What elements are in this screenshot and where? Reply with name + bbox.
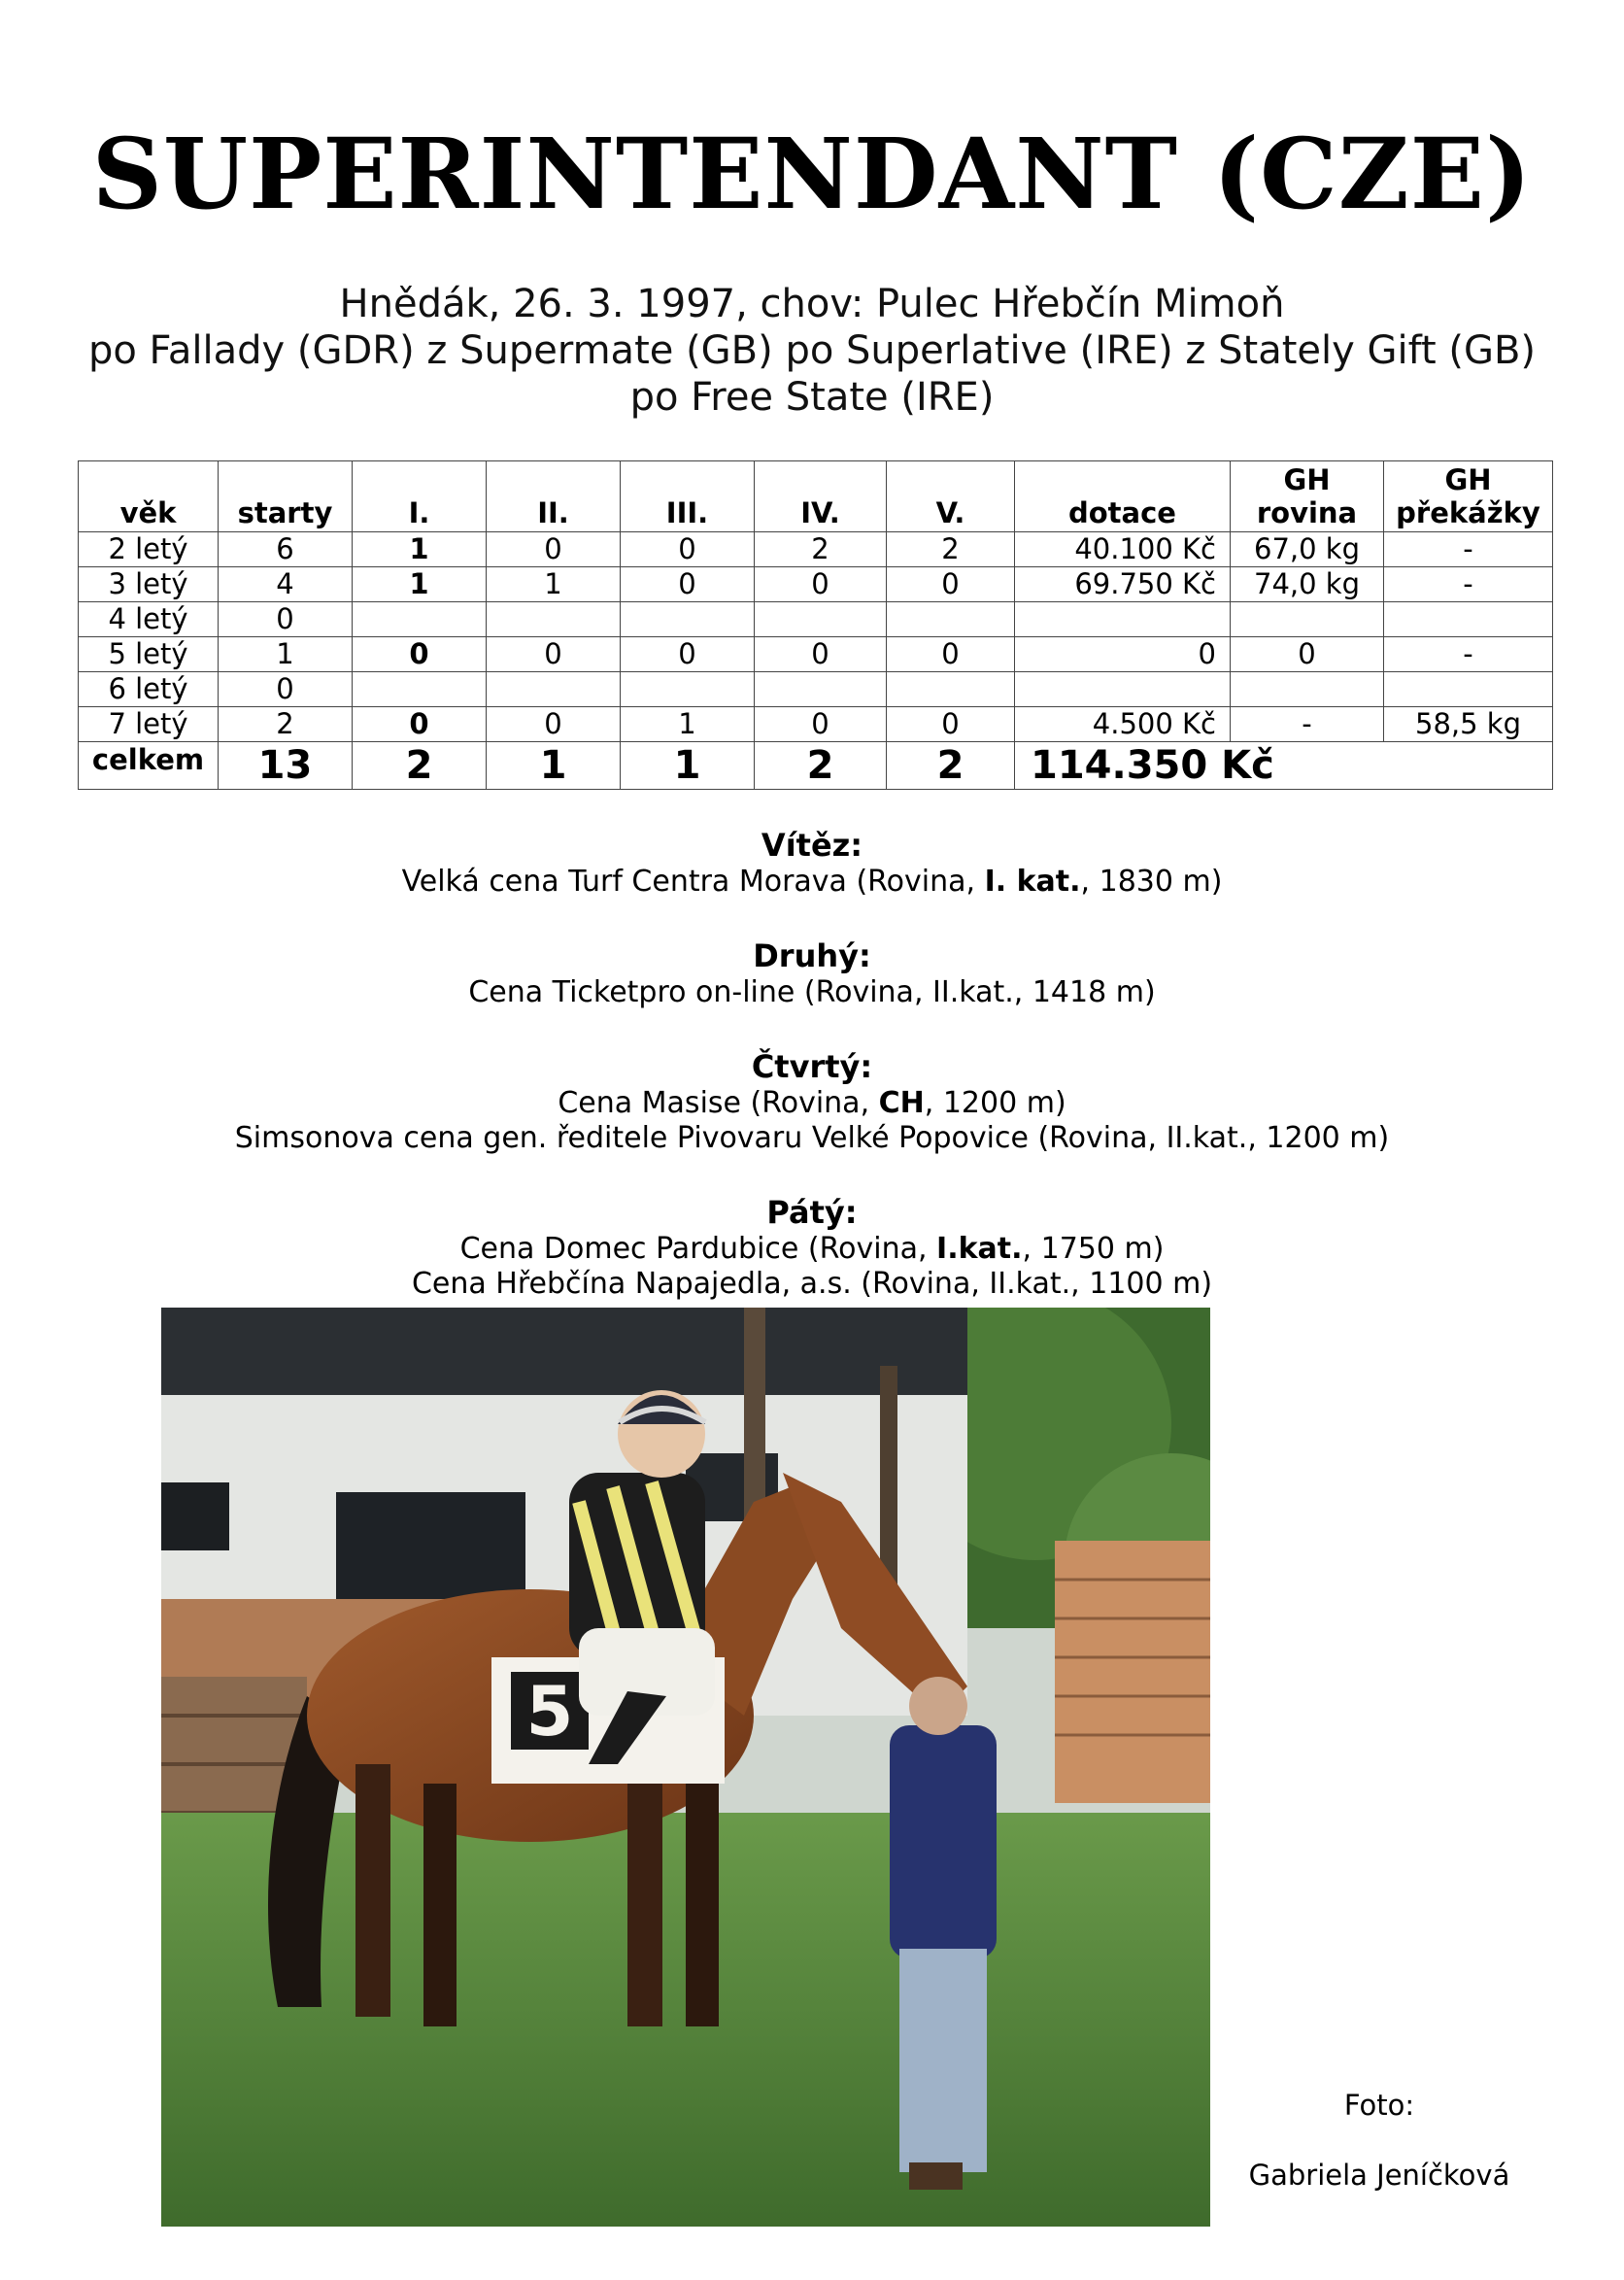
horse-photo — [161, 1308, 1210, 2227]
cell-starts: 0 — [219, 672, 353, 707]
cell-gh-jump: 58,5 kg — [1384, 707, 1553, 742]
cell-first — [353, 602, 487, 637]
cell-starts: 2 — [219, 707, 353, 742]
table-row — [79, 637, 1553, 672]
col-gh-jump: GH překážky — [1384, 461, 1553, 532]
table-row — [79, 672, 1553, 707]
cell-second — [487, 672, 621, 707]
results-heading: Druhý: — [753, 937, 871, 974]
col-age: věk — [79, 461, 219, 532]
result-line: Cena Hřebčína Napajedla, a.s. (Rovina, II.kat., 1100 m) — [411, 1267, 1213, 1301]
cell-gh-jump — [1384, 602, 1553, 637]
cell-fourth: 2 — [755, 532, 887, 567]
total-fourth: 2 — [755, 742, 887, 790]
cell-first: 1 — [353, 567, 487, 602]
cell-third: 0 — [621, 532, 755, 567]
cell-second: 1 — [487, 567, 621, 602]
results-winner — [0, 826, 1624, 900]
cell-starts: 6 — [219, 532, 353, 567]
cell-first — [353, 672, 487, 707]
cell-age: 3 letý — [79, 567, 219, 602]
cell-gh-jump: - — [1384, 532, 1553, 567]
cell-fourth: 0 — [755, 707, 887, 742]
cell-gh-flat: 74,0 kg — [1231, 567, 1384, 602]
cell-fourth: 0 — [755, 637, 887, 672]
cell-third: 1 — [621, 707, 755, 742]
results-second — [0, 936, 1624, 1010]
table-total-row — [79, 742, 1553, 790]
col-starts: starty — [219, 461, 353, 532]
horse-details: Hnědák, 26. 3. 1997, chov: Pulec Hřebčín Mimoň — [339, 282, 1285, 326]
cell-third — [621, 672, 755, 707]
cell-gh-flat — [1231, 602, 1384, 637]
col-third: III. — [621, 461, 755, 532]
cell-prize — [1015, 602, 1231, 637]
cell-age: 5 letý — [79, 637, 219, 672]
result-text: Velká cena Turf Centra Morava (Rovina, — [401, 865, 985, 899]
col-fifth: V. — [887, 461, 1015, 532]
cell-fifth: 0 — [887, 707, 1015, 742]
total-label: celkem — [79, 742, 219, 790]
result-text: Cena Masise (Rovina, — [558, 1086, 879, 1120]
photo-credit-name: Gabriela Jeníčková — [1248, 2159, 1510, 2192]
saddle-number: 5 — [525, 1672, 574, 1752]
cell-prize: 0 — [1015, 637, 1231, 672]
cell-gh-jump: - — [1384, 567, 1553, 602]
cell-gh-flat: - — [1231, 707, 1384, 742]
total-first: 2 — [353, 742, 487, 790]
result-category: CH — [878, 1086, 925, 1120]
results-heading: Pátý: — [766, 1194, 858, 1231]
cell-first: 0 — [353, 637, 487, 672]
results-fifth — [0, 1193, 1624, 1302]
table-header-row — [79, 461, 1553, 532]
cell-prize — [1015, 672, 1231, 707]
cell-gh-jump: - — [1384, 637, 1553, 672]
cell-fourth — [755, 672, 887, 707]
cell-second — [487, 602, 621, 637]
cell-age: 4 letý — [79, 602, 219, 637]
cell-fifth: 2 — [887, 532, 1015, 567]
pedigree-line: po Fallady (GDR) z Supermate (GB) po Superlative (IRE) z Stately Gift (GB) — [87, 328, 1537, 373]
result-line: Simsonova cena gen. ředitele Pivovaru Velké Popovice (Rovina, II.kat., 1200 m) — [234, 1121, 1390, 1155]
cell-gh-flat: 67,0 kg — [1231, 532, 1384, 567]
cell-second: 0 — [487, 637, 621, 672]
result-text: , 1830 m) — [1080, 865, 1223, 899]
cell-second: 0 — [487, 707, 621, 742]
table-row — [79, 707, 1553, 742]
cell-prize: 4.500 Kč — [1015, 707, 1231, 742]
table-row — [79, 602, 1553, 637]
cell-third: 0 — [621, 567, 755, 602]
cell-third: 0 — [621, 637, 755, 672]
race-results — [0, 826, 1624, 1339]
cell-fourth: 0 — [755, 567, 887, 602]
cell-first: 0 — [353, 707, 487, 742]
total-second: 1 — [487, 742, 621, 790]
cell-fifth — [887, 672, 1015, 707]
cell-prize: 69.750 Kč — [1015, 567, 1231, 602]
result-category: I.kat. — [936, 1232, 1023, 1266]
page-title: SUPERINTENDANT (CZE) — [91, 117, 1533, 231]
table-row — [79, 567, 1553, 602]
col-second: II. — [487, 461, 621, 532]
total-fifth: 2 — [887, 742, 1015, 790]
result-category: I. kat. — [984, 865, 1081, 899]
cell-age: 2 letý — [79, 532, 219, 567]
cell-fifth: 0 — [887, 637, 1015, 672]
cell-fifth — [887, 602, 1015, 637]
result-text: , 1200 m) — [924, 1086, 1066, 1120]
cell-first: 1 — [353, 532, 487, 567]
results-heading: Čtvrtý: — [751, 1048, 873, 1085]
result-line — [0, 1086, 1624, 1121]
pedigree-line-2: po Free State (IRE) — [629, 375, 995, 420]
career-stats-table — [78, 460, 1553, 790]
col-fourth: IV. — [755, 461, 887, 532]
result-line — [0, 1232, 1624, 1267]
cell-age: 6 letý — [79, 672, 219, 707]
results-heading: Vítěz: — [761, 827, 863, 864]
cell-starts: 1 — [219, 637, 353, 672]
total-third: 1 — [621, 742, 755, 790]
cell-fifth: 0 — [887, 567, 1015, 602]
cell-starts: 4 — [219, 567, 353, 602]
cell-starts: 0 — [219, 602, 353, 637]
total-prize: 114.350 Kč — [1015, 742, 1553, 790]
total-starts: 13 — [219, 742, 353, 790]
result-line — [0, 865, 1624, 900]
cell-gh-flat: 0 — [1231, 637, 1384, 672]
cell-third — [621, 602, 755, 637]
result-line: Cena Ticketpro on-line (Rovina, II.kat., 1418 m) — [468, 975, 1156, 1009]
result-text: , 1750 m) — [1022, 1232, 1165, 1266]
results-fourth — [0, 1047, 1624, 1156]
cell-age: 7 letý — [79, 707, 219, 742]
col-gh-flat: GH rovina — [1231, 461, 1384, 532]
cell-gh-jump — [1384, 672, 1553, 707]
col-prize: dotace — [1015, 461, 1231, 532]
cell-prize: 40.100 Kč — [1015, 532, 1231, 567]
cell-second: 0 — [487, 532, 621, 567]
table-row — [79, 532, 1553, 567]
col-first: I. — [353, 461, 487, 532]
photo-credit-label: Foto: — [1343, 2089, 1415, 2122]
cell-gh-flat — [1231, 672, 1384, 707]
cell-fourth — [755, 602, 887, 637]
result-text: Cena Domec Pardubice (Rovina, — [459, 1232, 937, 1266]
